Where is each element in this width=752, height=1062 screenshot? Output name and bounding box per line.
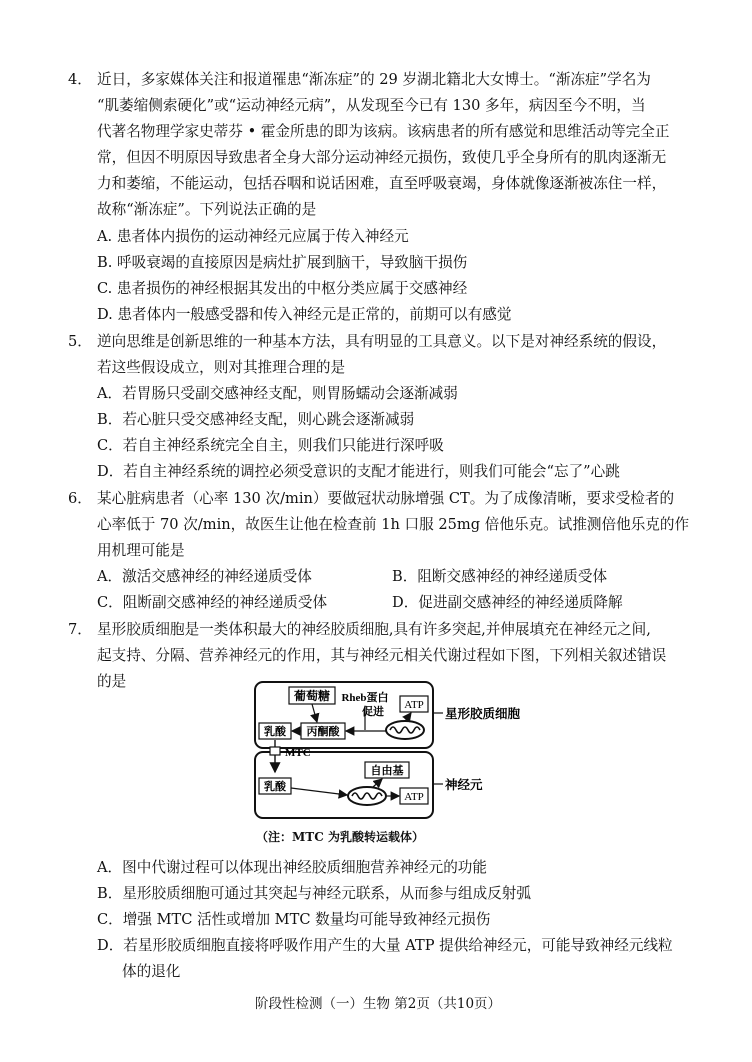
pyruvate-label: 丙酮酸: [306, 726, 340, 738]
astrocyte-label: 星形胶质细胞: [445, 707, 521, 721]
option-b: B．若心脏只受交感神经支配，则心跳会逐渐减弱: [97, 411, 415, 428]
option-c: C. 患者损伤的神经根据其发出的中枢分类应属于交感神经: [97, 280, 468, 297]
promote-label: 促进: [362, 706, 384, 718]
option-d: D. 患者体内一般感受器和传入神经元是正常的，前期可以有感觉: [97, 306, 512, 323]
option-a: A．激活交感神经的神经递质受体: [97, 568, 312, 585]
rheb-label: Rheb蛋白: [341, 692, 389, 704]
option-c: C．增强 MTC 活性或增加 MTC 数量均可能导致神经元损伤: [97, 911, 491, 928]
mitochondrion-bottom-icon: [348, 787, 386, 805]
question-text-line: 逆向思维是创新思维的一种基本方法，具有明显的工具意义。以下是对神经系统的假设，: [97, 333, 667, 350]
question-text-line: 近日，多家媒体关注和报道罹患“渐冻症”的 29 岁湖北籍北大女博士。“渐冻症”学名为: [97, 71, 651, 88]
option-a: A．若胃肠只受副交感神经支配，则胃肠蠕动会逐渐减弱: [97, 385, 458, 402]
lactate-top-label: 乳酸: [264, 726, 286, 738]
mitochondrion-top-icon: [386, 721, 424, 739]
arrow-mito-radical: [373, 779, 382, 787]
question-text-line: 心率低于 70 次/min，故医生让他在检查前 1h 口服 25mg 倍他乐克。试推测倍他乐克的作: [97, 516, 690, 533]
metabolism-diagram: [245, 678, 575, 848]
page-footer: 阶段性检测（一）生物 第2页（共10页）: [255, 996, 502, 1012]
question-text-line: 起支持、分隔、营养神经元的作用，其与神经元相关代谢过程如下图，下列相关叙述错误: [97, 647, 667, 664]
atp-top-label: ATP: [404, 699, 424, 711]
option-d-continuation: 体的退化: [122, 963, 181, 980]
mtc-transporter-icon: [270, 747, 280, 755]
lactate-bottom-label: 乳酸: [264, 781, 286, 793]
question-text-line: 常，但因不明原因导致患者全身大部分运动神经元损伤，致使几乎全身所有的肌肉逐渐无: [97, 149, 667, 166]
question-text-line: 力和萎缩，不能运动，包括吞咽和说话困难，直至呼吸衰竭，身体就像逐渐被冻住一样，: [97, 175, 667, 192]
question-text-line: 用机理可能是: [97, 542, 185, 559]
arrow-lactate-mito: [291, 788, 347, 795]
option-c: C．若自主神经系统完全自主，则我们只能进行深呼吸: [97, 437, 444, 454]
question-number: 6．: [68, 490, 92, 507]
question-number: 4．: [68, 71, 92, 88]
question-text-line: 某心脏病患者（心率 130 次/min）要做冠状动脉增强 CT。为了成像清晰，要求受检者的: [97, 490, 675, 507]
option-d: D．促进副交感神经的神经递质降解: [392, 594, 623, 611]
question-number: 7．: [68, 621, 92, 638]
option-a: A．图中代谢过程可以体现出神经胶质细胞营养神经元的功能: [97, 859, 487, 876]
option-b: B．星形胶质细胞可通过其突起与神经元联系，从而参与组成反射弧: [97, 885, 531, 902]
arrow-glucose-pyruvate: [312, 704, 317, 722]
mtc-label: MTC: [285, 747, 311, 759]
neuron-label: 神经元: [445, 778, 483, 792]
arrow-mito-atp: [405, 713, 411, 721]
free-radical-label: 自由基: [370, 765, 404, 777]
diagram-note: （注：MTC 为乳酸转运载体）: [256, 830, 424, 844]
question-text-line: “肌萎缩侧索硬化”或“运动神经元病”，从发现至今已有 130 多年，病因至今不明，当: [97, 97, 646, 114]
question-text-line: 代著名物理学家史蒂芬 • 霍金所患的即为该病。该病患者的所有感觉和思维活动等完全正: [97, 123, 670, 140]
option-d: D．若自主神经系统的调控必须受意识的支配才能进行，则我们可能会“忘了”心跳: [97, 463, 620, 480]
option-c: C．阻断副交感神经的神经递质受体: [97, 594, 328, 611]
option-b: B. 呼吸衰竭的直接原因是病灶扩展到脑干，导致脑干损伤: [97, 254, 468, 271]
question-text-line: 的是: [97, 673, 127, 690]
atp-bottom-label: ATP: [404, 791, 424, 803]
glucose-label: 葡萄糖: [293, 689, 331, 703]
question-number: 5．: [68, 333, 92, 350]
option-b: B．阻断交感神经的神经递质受体: [392, 568, 608, 585]
option-d: D．若星形胶质细胞直接将呼吸作用产生的大量 ATP 提供给神经元，可能导致神经元线粒: [97, 937, 673, 954]
question-text-line: 星形胶质细胞是一类体积最大的神经胶质细胞,具有许多突起,并伸展填充在神经元之间,: [97, 621, 651, 638]
question-text-line: 故称“渐冻症”。下列说法正确的是: [97, 201, 317, 218]
question-text-line: 若这些假设成立，则对其推理合理的是: [97, 359, 346, 376]
option-a: A. 患者体内损伤的运动神经元应属于传入神经元: [97, 228, 409, 245]
